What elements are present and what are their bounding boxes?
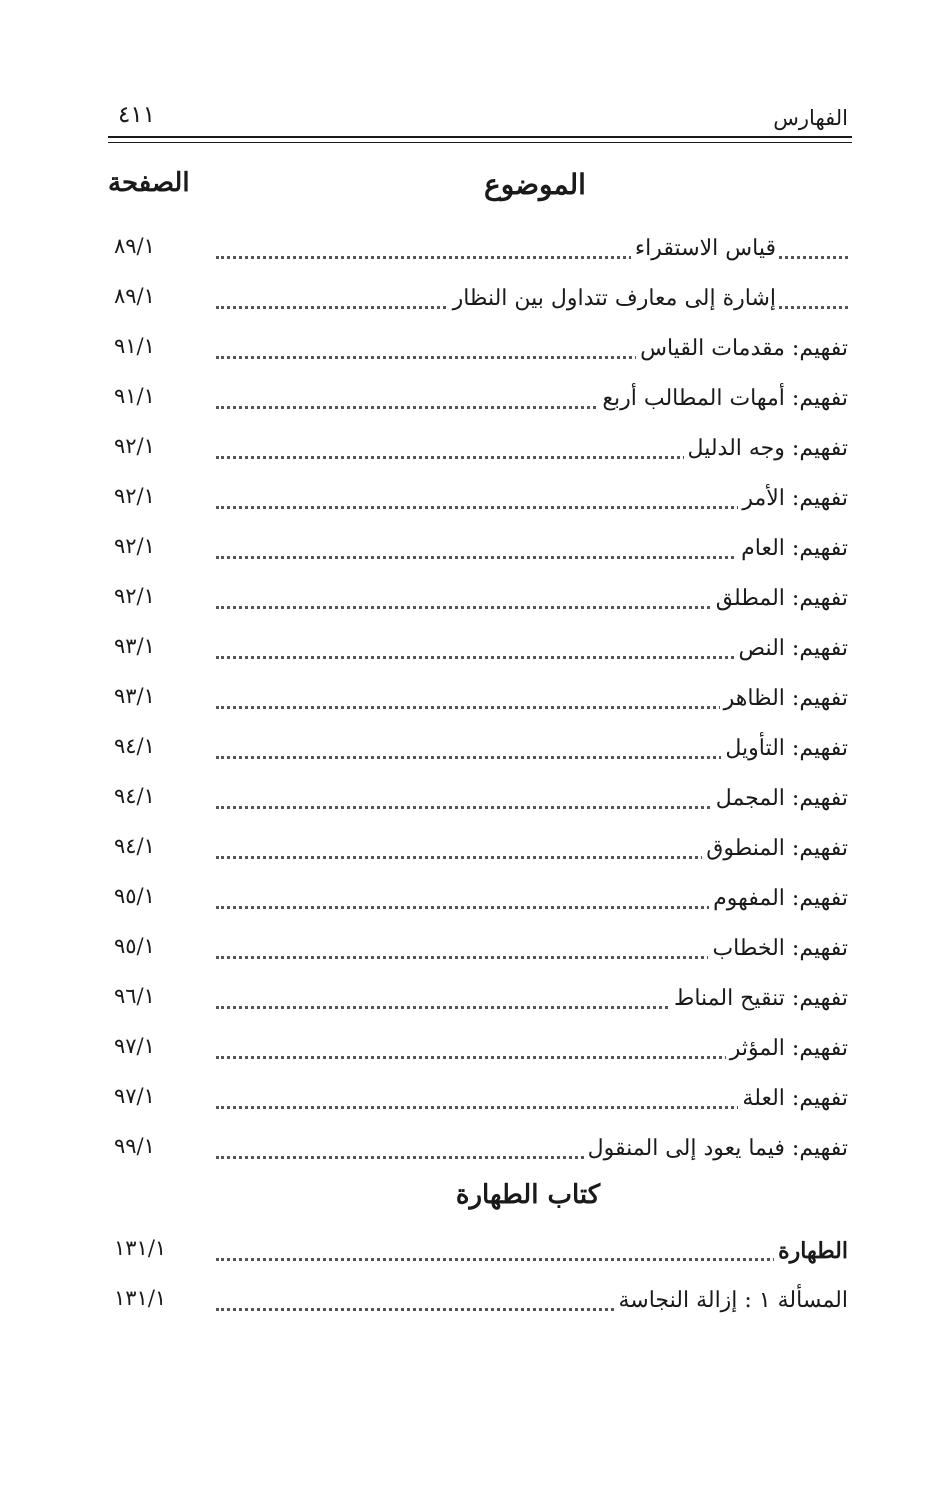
entry-title: تفهيم: النص [735,636,848,661]
topic-column-heading: الموضوع [484,168,586,201]
entry-title: تفهيم: المؤثر [726,1036,848,1061]
index-entry [108,682,848,726]
index-entry [108,382,848,426]
entry-page: ٩٣/١ [114,634,155,658]
entry-page: ٩٥/١ [114,884,155,908]
index-entry [108,582,848,626]
index-entry [108,782,848,826]
entry-page: ٩٢/١ [114,434,155,458]
entry-page: ٩٢/١ [114,534,155,558]
index-entry [108,282,848,326]
entry-title: تفهيم: العام [737,536,848,561]
entry-title: تفهيم: الظاهر [720,686,848,711]
index-entry [108,1234,848,1278]
entry-page: ٩٢/١ [114,484,155,508]
entry-page: ١٣١/١ [114,1236,167,1260]
entry-page: ٩٥/١ [114,934,155,958]
index-entry [108,432,848,476]
page-column-heading: الصفحة [108,168,190,198]
section-heading: كتاب الطهارة [455,1180,601,1210]
entry-page: ٩٢/١ [114,584,155,608]
entry-title: تفهيم: الأمر [738,486,848,511]
index-entry [108,532,848,576]
entry-page: ٩٤/١ [114,784,155,808]
header-rule-thick [108,136,852,138]
entry-page: ٩٤/١ [114,834,155,858]
entry-page: ٩٣/١ [114,684,155,708]
entry-page: ٩٤/١ [114,734,155,758]
entry-title: تفهيم: فيما يعود إلى المنقول [584,1136,848,1161]
entry-page: ٨٩/١ [114,234,155,258]
index-entry [108,932,848,976]
entry-title: قياس الاستقراء [631,236,776,261]
entry-page: ٩٩/١ [114,1134,155,1158]
index-entry [108,332,848,376]
header-rule-thin [108,142,852,143]
index-entry [108,1032,848,1076]
entry-title: تفهيم: العلة [738,1086,848,1111]
entry-title: تفهيم: المجمل [712,786,848,811]
entry-page: ٩٦/١ [114,984,155,1008]
index-entry [108,632,848,676]
entry-page: ٩٧/١ [114,1084,155,1108]
entry-page: ٩٧/١ [114,1034,155,1058]
entry-title: تفهيم: أمهات المطالب أربع [598,386,848,411]
entry-title: الطهارة [774,1238,848,1264]
index-entry [108,732,848,776]
running-title: الفهارس [773,106,848,130]
entry-title: تفهيم: تنقيح المناط [670,986,848,1011]
entry-title: المسألة ١ : إزالة النجاسة [614,1288,848,1313]
index-entry [108,1132,848,1176]
page-number: ٤١١ [118,102,156,128]
entry-page: ٩١/١ [114,384,155,408]
leader-dots [216,1258,848,1261]
index-entry [108,1284,848,1328]
entry-page: ٩١/١ [114,334,155,358]
entry-title: تفهيم: الخطاب [708,936,848,961]
entry-title: تفهيم: المطلق [712,586,848,611]
entry-page: ١٣١/١ [114,1286,167,1310]
index-entry [108,882,848,926]
entry-title: تفهيم: المفهوم [709,886,848,911]
running-header [110,98,848,138]
index-entry [108,1082,848,1126]
index-entry [108,232,848,276]
index-entry [108,482,848,526]
entry-page: ٨٩/١ [114,284,155,308]
index-entry [108,832,848,876]
entry-title: إشارة إلى معارف تتداول بين النظار [449,286,776,311]
entry-title: تفهيم: المنطوق [702,836,848,861]
index-entry [108,982,848,1026]
entry-title: تفهيم: وجه الدليل [684,436,848,461]
entry-title: تفهيم: مقدمات القياس [636,336,848,361]
entry-title: تفهيم: التأويل [721,736,848,761]
